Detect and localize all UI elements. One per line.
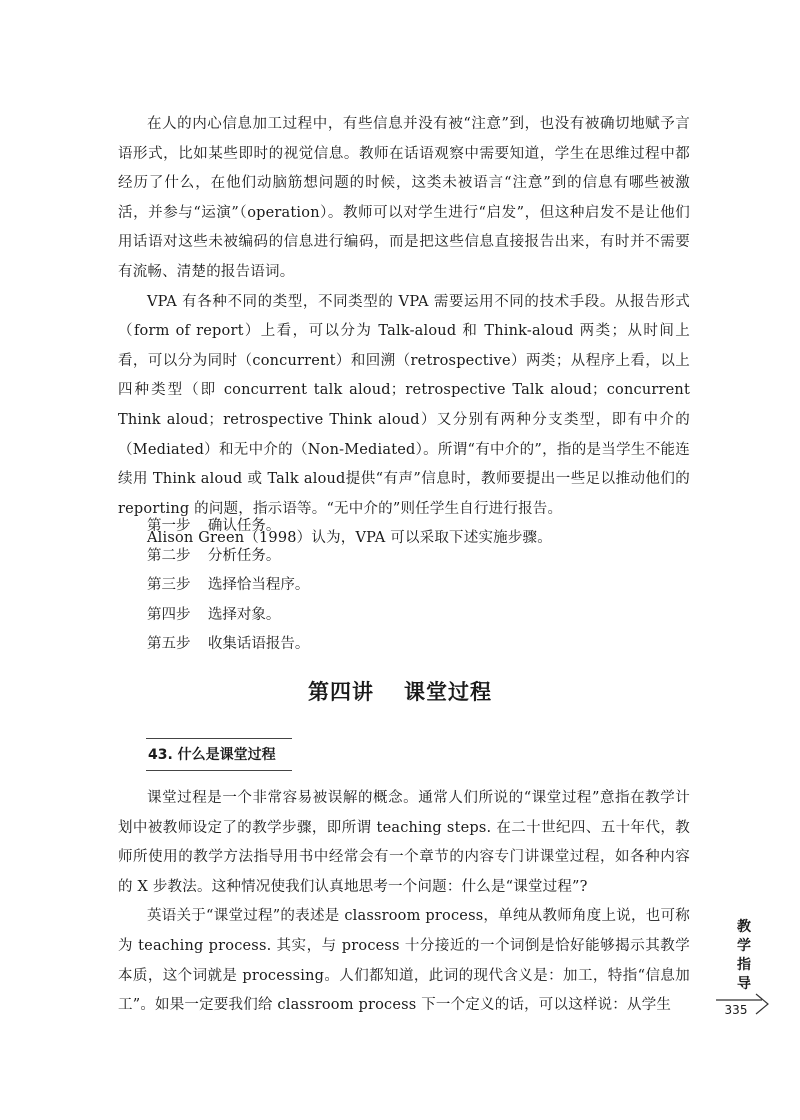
step-text: 选择对象。	[207, 606, 281, 623]
side-label-char: 教	[737, 919, 751, 935]
step-number: 第二步	[147, 547, 191, 564]
body-text-bottom	[118, 784, 690, 1021]
step-text: 分析任务。	[207, 547, 281, 564]
step-list	[118, 512, 309, 660]
side-label-char: 指	[737, 957, 751, 973]
step-number: 第四步	[147, 606, 191, 623]
paragraph: 英语关于“课堂过程”的表述是 classroom process，单纯从教师角度上说，也可称为 teaching process. 其实，与 process 十分接近的一个词倒是恰好能够揭示其教学本质，这个词就是 processing。人们都知道，此词的现代含义是：加工，特指“信息加工”。如果一定要我们给 classroom process 下一个定义的话，可以这样说：从学生	[118, 908, 690, 1014]
step-item	[118, 601, 309, 631]
step-item	[118, 542, 309, 572]
chapter-number: 第四讲	[308, 680, 374, 704]
paragraph: 课堂过程是一个非常容易被误解的概念。通常人们所说的“课堂过程”意指在教学计划中被教师设定了的教学步骤，即所谓 teaching steps. 在二十世纪四、五十年代，教师所使用的教学方法指导用书中经常会有一个章节的内容专门讲课堂过程，如各种内容的 X 步教法。这种情况使我们认真地思考一个问题：什么是“课堂过程”?	[118, 790, 690, 895]
step-number: 第五步	[147, 636, 191, 653]
body-text-top	[118, 110, 690, 554]
step-text: 确认任务。	[207, 518, 281, 534]
section-rule-top	[146, 738, 292, 739]
paragraph: VPA 有各种不同的类型，不同类型的 VPA 需要运用不同的技术手段。从报告形式（form of report）上看，可以分为 Talk-aloud 和 Think-aloud 两类；从时间上看，可以分为同时（concurrent）和回溯（retrospective）两类；从程序上看，以上四种类型（即 concurrent talk aloud；retrospective Talk aloud；concurrent Think aloud；retrospective Think aloud）又分别有两种分支类型，即有中介的（Mediated）和无中介的（Non-Mediated）。所谓“有中介的”，指的是当学生不能连续用 Think aloud 或 Talk aloud提供“有声”信息时，教师要提出一些足以推动他们的 reporting 的问题，指示语等。“无中介的”则任学生自行进行报告。	[118, 293, 690, 517]
paragraph: 在人的内心信息加工过程中，有些信息并没有被“注意”到，也没有被确切地赋予言语形式，比如某些即时的视觉信息。教师在话语观察中需要知道，学生在思维过程中都经历了什么，在他们动脑筋想问题的时候，这类未被语言“注意”到的信息有哪些被激活，并参与“运演”（operation）。教师可以对学生进行“启发”，但这种启发不是让他们用话语对这些未被编码的信息进行编码，而是把这些信息直接报告出来，有时并不需要有流畅、清楚的报告语词。	[118, 116, 690, 280]
section-rule-bottom	[146, 770, 292, 771]
step-item	[118, 630, 309, 660]
side-label-char: 学	[737, 938, 751, 954]
step-item	[118, 512, 309, 542]
chapter-heading	[0, 676, 800, 706]
paragraph: Alison Green（1998）认为，VPA 可以采取下述实施步骤。	[147, 530, 552, 547]
page-number: 335	[724, 1003, 748, 1017]
step-number: 第三步	[147, 577, 191, 594]
step-item	[118, 571, 309, 601]
side-tab-label	[732, 918, 756, 994]
side-label-char: 导	[737, 976, 751, 992]
step-text: 选择恰当程序。	[207, 577, 310, 594]
step-text: 收集话语报告。	[207, 636, 310, 653]
step-number: 第一步	[147, 518, 191, 534]
section-title: 43. 什么是课堂过程	[148, 747, 276, 763]
chapter-title: 课堂过程	[404, 680, 492, 704]
